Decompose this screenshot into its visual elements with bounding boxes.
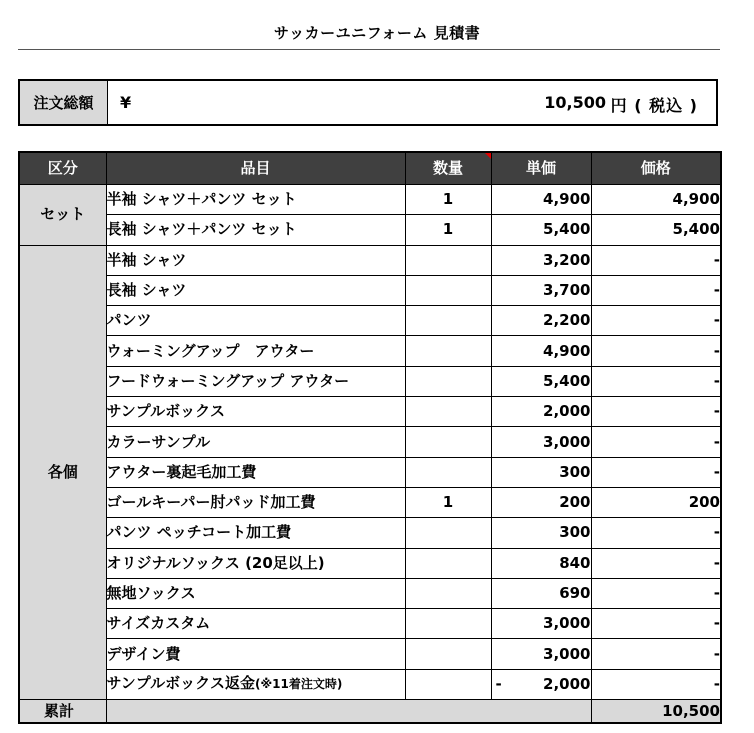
- negative-sign: -: [495, 674, 502, 693]
- item-name-cell[interactable]: フードウォーミングアップ アウター: [106, 366, 405, 396]
- comment-indicator-icon[interactable]: [485, 153, 491, 159]
- order-total-box: [18, 79, 718, 126]
- sum-value-cell[interactable]: 10,500: [591, 700, 721, 724]
- price-cell[interactable]: 4,900: [591, 185, 721, 215]
- price-cell[interactable]: -: [591, 578, 721, 608]
- table-row: [19, 275, 721, 305]
- header-price: 価格: [591, 152, 721, 185]
- table-row: [19, 185, 721, 215]
- title-underline: [18, 49, 720, 50]
- quantity-cell[interactable]: 1: [405, 215, 491, 245]
- table-row: [19, 336, 721, 366]
- order-total-value-cell[interactable]: [108, 81, 716, 124]
- quantity-cell[interactable]: [405, 578, 491, 608]
- header-item: 品目: [106, 152, 405, 185]
- quantity-cell[interactable]: [405, 336, 491, 366]
- unit-price-cell[interactable]: 840: [491, 548, 591, 578]
- document-title: サッカーユニフォーム 見積書: [273, 24, 481, 42]
- table-row: [19, 487, 721, 517]
- order-total-amount: 10,500: [544, 93, 606, 112]
- unit-price-cell[interactable]: 5,400: [491, 366, 591, 396]
- sum-row: [19, 700, 721, 724]
- sum-label-cell[interactable]: 累計: [19, 700, 106, 724]
- header-category: 区分: [19, 152, 106, 185]
- table-row: [19, 639, 721, 669]
- item-name-cell[interactable]: ウォーミングアップ アウター: [106, 336, 405, 366]
- quantity-cell[interactable]: [405, 548, 491, 578]
- unit-price-cell[interactable]: 5,400: [491, 215, 591, 245]
- sum-empty-cell[interactable]: [106, 700, 591, 724]
- quantity-cell[interactable]: 1: [405, 185, 491, 215]
- item-name-cell[interactable]: パンツ: [106, 306, 405, 336]
- item-name-cell[interactable]: パンツ ペッチコート加工費: [106, 518, 405, 548]
- quantity-cell[interactable]: 1: [405, 487, 491, 517]
- price-cell[interactable]: -: [591, 639, 721, 669]
- unit-price-cell[interactable]: [491, 669, 591, 699]
- unit-price-cell[interactable]: 3,200: [491, 245, 591, 275]
- table-row: [19, 245, 721, 275]
- item-name-cell[interactable]: カラーサンプル: [106, 427, 405, 457]
- unit-price-cell[interactable]: 3,000: [491, 639, 591, 669]
- table-header-row: [19, 152, 721, 185]
- item-name-cell[interactable]: 半袖 シャツ: [106, 245, 405, 275]
- price-cell[interactable]: -: [591, 306, 721, 336]
- item-name-cell[interactable]: 長袖 シャツ: [106, 275, 405, 305]
- price-cell[interactable]: -: [591, 518, 721, 548]
- item-name-cell[interactable]: アウター裏起毛加工費: [106, 457, 405, 487]
- item-name-cell[interactable]: [106, 669, 405, 699]
- price-cell[interactable]: -: [591, 427, 721, 457]
- item-name-note: (※11着注文時): [255, 677, 343, 692]
- order-total-label: 注文総額: [20, 81, 108, 124]
- price-cell[interactable]: 200: [591, 487, 721, 517]
- table-row: [19, 457, 721, 487]
- table-row: [19, 306, 721, 336]
- table-row: [19, 366, 721, 396]
- table-row: [19, 578, 721, 608]
- unit-price-cell[interactable]: 690: [491, 578, 591, 608]
- header-quantity-label: 数量: [432, 159, 463, 177]
- category-cell-individual[interactable]: 各個: [19, 245, 106, 699]
- header-quantity[interactable]: [405, 152, 491, 185]
- quantity-cell[interactable]: [405, 306, 491, 336]
- unit-price-cell[interactable]: 300: [491, 518, 591, 548]
- unit-price-cell[interactable]: 200: [491, 487, 591, 517]
- quantity-cell[interactable]: [405, 275, 491, 305]
- table-row: [19, 397, 721, 427]
- price-cell[interactable]: -: [591, 669, 721, 699]
- item-name-cell[interactable]: 無地ソックス: [106, 578, 405, 608]
- unit-price-cell[interactable]: 4,900: [491, 336, 591, 366]
- price-cell[interactable]: -: [591, 457, 721, 487]
- quantity-cell[interactable]: [405, 609, 491, 639]
- quantity-cell[interactable]: [405, 397, 491, 427]
- item-name-cell[interactable]: 長袖 シャツ＋パンツ セット: [106, 215, 405, 245]
- estimate-table: [18, 151, 722, 724]
- price-cell[interactable]: -: [591, 366, 721, 396]
- item-name-cell[interactable]: オリジナルソックス (20足以上): [106, 548, 405, 578]
- currency-symbol: ¥: [120, 93, 132, 112]
- item-name-cell[interactable]: 半袖 シャツ＋パンツ セット: [106, 185, 405, 215]
- unit-price-value: 2,000: [543, 674, 591, 693]
- quantity-cell[interactable]: [405, 245, 491, 275]
- item-name-text: サンプルボックス返金: [106, 674, 256, 693]
- quantity-cell[interactable]: [405, 518, 491, 548]
- price-cell[interactable]: -: [591, 548, 721, 578]
- unit-price-cell[interactable]: 3,000: [491, 427, 591, 457]
- unit-price-cell[interactable]: 2,200: [491, 306, 591, 336]
- unit-price-cell[interactable]: 2,000: [491, 397, 591, 427]
- unit-price-cell[interactable]: 300: [491, 457, 591, 487]
- quantity-cell[interactable]: [405, 639, 491, 669]
- price-cell[interactable]: -: [591, 245, 721, 275]
- unit-price-cell[interactable]: 3,000: [491, 609, 591, 639]
- price-cell[interactable]: 5,400: [591, 215, 721, 245]
- table-row: [19, 669, 721, 699]
- item-name-cell[interactable]: デザイン費: [106, 639, 405, 669]
- price-cell[interactable]: -: [591, 336, 721, 366]
- table-row: [19, 215, 721, 245]
- unit-price-cell[interactable]: 3,700: [491, 275, 591, 305]
- item-name-cell[interactable]: ゴールキーパー肘パッド加工費: [106, 487, 405, 517]
- quantity-cell[interactable]: [405, 366, 491, 396]
- category-cell-set[interactable]: セット: [19, 185, 106, 246]
- table-row: [19, 548, 721, 578]
- item-name-cell[interactable]: サンプルボックス: [106, 397, 405, 427]
- order-total-unit: 円 ( 税込 ): [610, 96, 698, 115]
- quantity-cell[interactable]: [405, 669, 491, 699]
- price-cell[interactable]: -: [591, 275, 721, 305]
- price-cell[interactable]: -: [591, 397, 721, 427]
- quantity-cell[interactable]: [405, 427, 491, 457]
- table-row: [19, 609, 721, 639]
- item-name-cell[interactable]: サイズカスタム: [106, 609, 405, 639]
- quantity-cell[interactable]: [405, 457, 491, 487]
- table-row: [19, 518, 721, 548]
- header-unit-price: 単価: [491, 152, 591, 185]
- price-cell[interactable]: -: [591, 609, 721, 639]
- unit-price-cell[interactable]: 4,900: [491, 185, 591, 215]
- table-row: [19, 427, 721, 457]
